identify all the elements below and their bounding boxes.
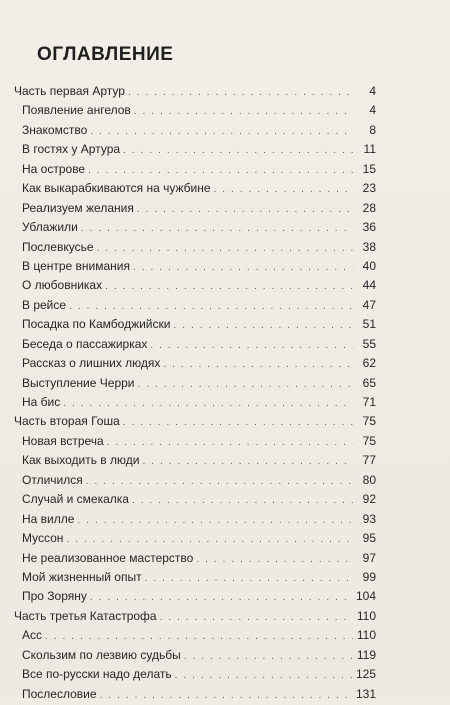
toc-entry-label: В гостях у Артура — [22, 142, 121, 157]
toc-dot-leader — [66, 530, 353, 549]
toc-page-number: 77 — [362, 453, 376, 468]
toc-entry-label: Выступление Черри — [22, 375, 135, 390]
toc-entry-label: Асс — [22, 628, 43, 643]
toc-part-entry — [14, 412, 376, 431]
toc-chapter-entry — [14, 160, 376, 179]
toc-entry-label: Послесловие — [22, 686, 97, 701]
toc-entry-label: На вилле — [22, 511, 75, 526]
page-title: ОГЛАВЛЕНИЕ — [37, 44, 174, 65]
toc-dot-leader — [77, 511, 353, 530]
toc-chapter-entry — [14, 238, 376, 257]
toc-entry-label: Послевкусье — [22, 239, 94, 254]
toc-dot-leader — [69, 297, 353, 316]
toc-page-number: 97 — [362, 550, 376, 565]
toc-chapter-entry — [14, 432, 376, 451]
toc-page-number: 47 — [362, 297, 376, 312]
toc-entry-label: Отличился — [22, 472, 83, 487]
toc-page-number: 38 — [362, 239, 376, 254]
toc-chapter-entry — [14, 276, 376, 295]
toc-page-number: 55 — [362, 336, 376, 351]
toc-dot-leader — [105, 277, 353, 296]
toc-dot-leader — [160, 608, 353, 627]
toc-dot-leader — [184, 647, 353, 666]
toc-dot-leader — [88, 161, 353, 180]
toc-page-number: 51 — [362, 317, 376, 332]
toc-dot-leader — [214, 180, 353, 199]
toc-entry-label: Про Зоряну — [22, 589, 87, 604]
toc-page-number: 104 — [355, 589, 376, 604]
toc-entry-label: В центре внимания — [22, 258, 131, 273]
toc-page-number: 80 — [362, 472, 376, 487]
toc-entry-label: Рассказ о лишних людях — [22, 356, 161, 371]
toc-dot-leader — [107, 433, 353, 452]
toc-chapter-entry — [14, 665, 376, 684]
toc-chapter-entry — [14, 101, 376, 120]
toc-chapter-entry — [14, 354, 376, 373]
toc-dot-leader — [90, 588, 353, 607]
toc-page-number: 8 — [369, 122, 376, 137]
toc-dot-leader — [175, 666, 353, 685]
toc-chapter-entry — [14, 199, 376, 218]
toc-chapter-entry — [14, 218, 376, 237]
toc-chapter-entry — [14, 335, 376, 354]
toc-chapter-entry — [14, 374, 376, 393]
toc-page-number: 65 — [362, 375, 376, 390]
toc-entry-label: На острове — [22, 161, 86, 176]
toc-chapter-entry — [14, 549, 376, 568]
toc-entry-label: Муссон — [22, 531, 64, 546]
toc-page-number: 23 — [362, 181, 376, 196]
toc-entry-label: Все по-русски надо делать — [22, 667, 172, 682]
toc-entry-label: Новая встреча — [22, 433, 104, 448]
toc-page-number: 28 — [362, 200, 376, 215]
toc-dot-leader — [133, 258, 353, 277]
toc-dot-leader — [138, 375, 354, 394]
toc-page-number: 40 — [362, 258, 376, 273]
toc-entry-label: Часть вторая Гоша — [14, 414, 120, 429]
toc-page-number: 4 — [369, 84, 376, 98]
toc-dot-leader — [173, 316, 353, 335]
toc-page-number: 71 — [362, 395, 376, 409]
toc-entry-label: Часть третья Катастрофа — [14, 608, 157, 623]
toc-dot-leader — [142, 452, 353, 471]
toc-chapter-entry — [14, 490, 376, 509]
toc-page-number: 95 — [362, 531, 376, 546]
toc-chapter-entry — [14, 471, 376, 490]
toc-dot-leader — [63, 394, 353, 413]
toc-entry-label: Не реализованное мастерство — [22, 550, 194, 565]
toc-page-number: 93 — [362, 511, 376, 526]
toc-dot-leader — [150, 336, 353, 355]
toc-chapter-entry — [14, 315, 376, 334]
toc-page-number: 99 — [362, 569, 376, 584]
toc-dot-leader — [45, 627, 353, 646]
toc-dot-leader — [134, 102, 353, 121]
toc-page-number: 92 — [362, 492, 376, 507]
toc-dot-leader — [86, 472, 353, 491]
toc-dot-leader — [163, 355, 353, 374]
toc-dot-leader — [145, 569, 353, 588]
toc-chapter-entry — [14, 257, 376, 276]
toc-dot-leader — [196, 550, 353, 569]
toc-page-number: 125 — [355, 667, 376, 682]
toc-part-entry — [14, 82, 376, 101]
toc-entry-label: Скользим по лезвию судьбы — [22, 647, 181, 662]
toc-chapter-entry — [14, 626, 376, 645]
toc-chapter-entry — [14, 121, 376, 140]
toc-page-number: 119 — [356, 647, 376, 662]
toc-chapter-entry — [14, 296, 376, 315]
toc-entry-label: Как выкарабкиваются на чужбине — [22, 181, 211, 196]
toc-dot-leader — [123, 413, 353, 432]
toc-dot-leader — [81, 219, 353, 238]
toc-page-number: 44 — [362, 278, 376, 293]
toc-page-number: 62 — [362, 356, 376, 371]
toc-dot-leader — [90, 122, 353, 141]
toc-dot-leader — [100, 686, 353, 705]
toc-page-number: 131 — [355, 686, 376, 701]
toc-chapter-entry — [14, 179, 376, 198]
toc-page-number: 75 — [362, 414, 376, 429]
toc-page-number: 75 — [362, 433, 376, 448]
toc-entry-label: Мой жизненный опыт — [22, 569, 142, 584]
toc-entry-label: Появление ангелов — [22, 103, 131, 118]
toc-dot-leader — [137, 200, 353, 219]
toc-page-number: 11 — [363, 142, 376, 157]
toc-entry-label: Беседа о пассажирках — [22, 336, 148, 351]
toc-page-number: 4 — [369, 103, 376, 118]
toc-entry-label: Часть первая Артур — [14, 84, 125, 98]
toc-dot-leader — [132, 491, 353, 510]
toc-part-entry — [14, 607, 376, 626]
toc-page-number: 36 — [362, 220, 376, 235]
toc-chapter-entry — [14, 568, 376, 587]
toc-entry-label: Случай и смекалка — [22, 492, 129, 507]
toc-entry-label: Ублажили — [22, 220, 78, 235]
toc-entry-label: В рейсе — [22, 297, 67, 312]
toc-entry-label: Реализуем желания — [22, 200, 134, 215]
toc-chapter-entry — [14, 393, 376, 412]
toc-entry-label: Посадка по Камбоджийски — [22, 317, 171, 332]
toc-dot-leader — [123, 141, 353, 160]
toc-entry-label: О любовниках — [22, 278, 103, 293]
table-of-contents — [14, 82, 376, 704]
toc-page-number: 15 — [362, 161, 376, 176]
toc-chapter-entry — [14, 646, 376, 665]
toc-page-number: 110 — [356, 608, 376, 623]
toc-entry-label: Как выходить в люди — [22, 453, 140, 468]
toc-chapter-entry — [14, 685, 376, 704]
toc-chapter-entry — [14, 529, 376, 548]
toc-chapter-entry — [14, 140, 376, 159]
toc-chapter-entry — [14, 451, 376, 470]
toc-page-number: 110 — [356, 628, 376, 643]
toc-entry-label: Знакомство — [22, 122, 88, 137]
toc-entry-label: На бис — [22, 395, 61, 409]
toc-chapter-entry — [14, 510, 376, 529]
toc-dot-leader — [97, 239, 353, 258]
toc-dot-leader — [128, 83, 353, 102]
toc-chapter-entry — [14, 587, 376, 606]
